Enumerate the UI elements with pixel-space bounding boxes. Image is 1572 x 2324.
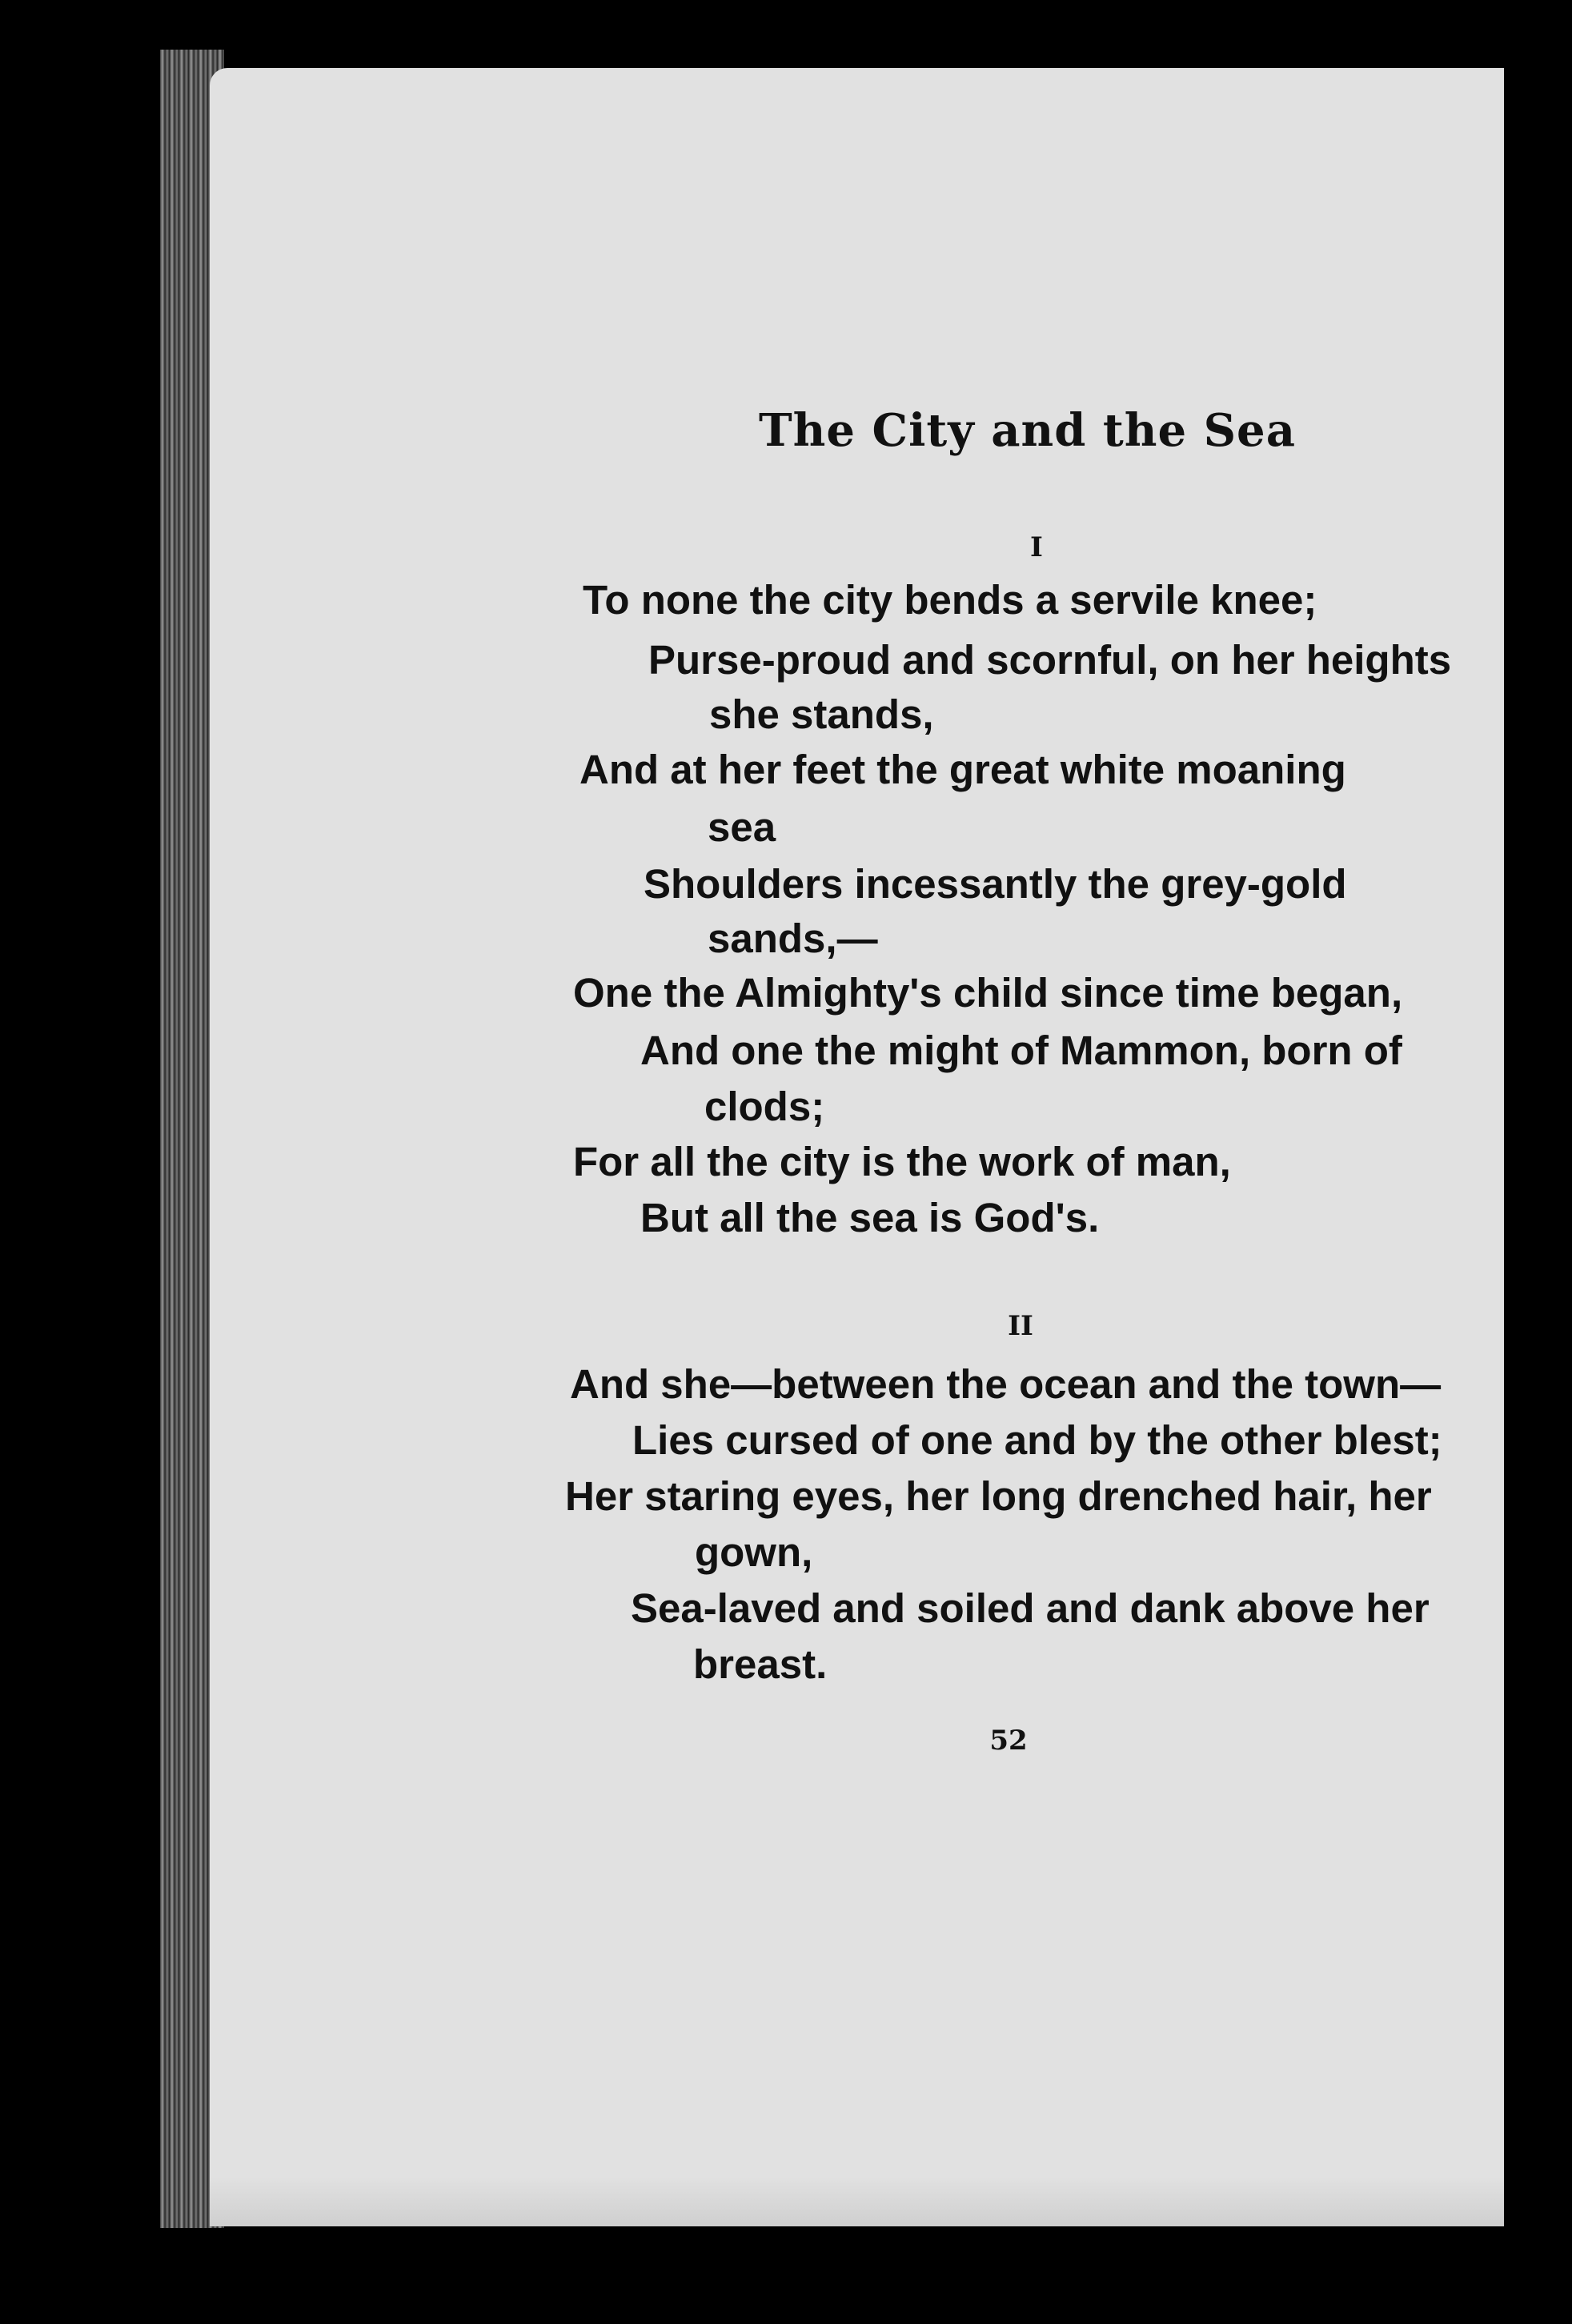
page-bottom-shadow — [210, 2177, 1504, 2226]
poem-line: breast. — [693, 1641, 828, 1687]
poem-line: Lies cursed of one and by the other blest; — [632, 1417, 1442, 1463]
poem-line: To none the city bends a servile knee; — [583, 577, 1317, 623]
poem-line: clods; — [704, 1084, 825, 1129]
poem-line: And one the might of Mammon, born of — [640, 1028, 1402, 1073]
poem-title: The City and the Sea — [759, 404, 1296, 457]
poem-line: sands,— — [708, 916, 878, 961]
poem-line: she stands, — [709, 691, 934, 737]
poem-line: But all the sea is God's. — [640, 1195, 1100, 1240]
poem-line: And she—between the ocean and the town— — [570, 1361, 1442, 1407]
page-number: 52 — [989, 1725, 1028, 1757]
poem-line: And at her feet the great white moaning — [579, 747, 1346, 792]
section-numeral: II — [1008, 1310, 1033, 1342]
poem-line: gown, — [695, 1529, 813, 1575]
section-numeral: I — [1030, 531, 1043, 563]
poem-line: For all the city is the work of man, — [573, 1139, 1231, 1184]
poem-line: One the Almighty's child since time began, — [573, 970, 1403, 1016]
poem-line: Shoulders incessantly the grey-gold — [644, 861, 1347, 907]
poem-line: Purse-proud and scornful, on her heights — [648, 637, 1452, 683]
poem-line: Her staring eyes, her long drenched hair, her — [565, 1473, 1432, 1519]
poem-line: sea — [708, 804, 776, 850]
poem-line: Sea-laved and soiled and dank above her — [631, 1585, 1430, 1631]
